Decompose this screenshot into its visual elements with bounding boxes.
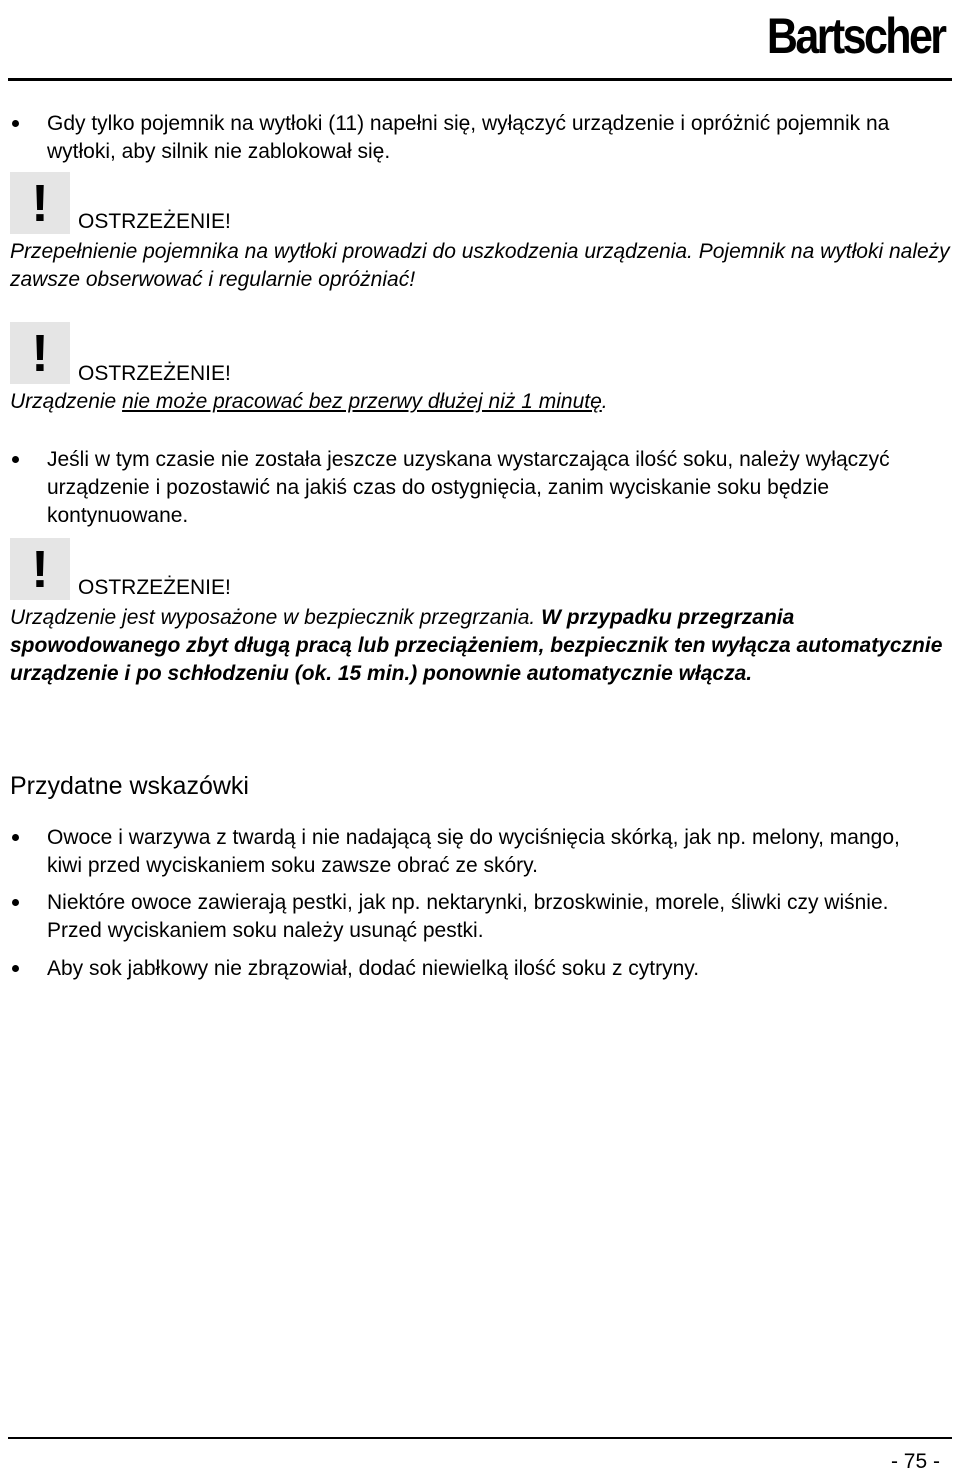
list-item-text: Niektóre owoce zawierają pestki, jak np. nektarynki, brzoskwinie, morele, śliwki czy wiśnie. Przed wyciskaniem soku należy usunąć pestki. xyxy=(47,891,889,942)
list-item xyxy=(10,889,940,945)
bullet-icon xyxy=(12,120,19,127)
bartscher-logo: Bartscher xyxy=(766,8,944,64)
exclamation-icon: ! xyxy=(10,322,70,384)
warning-body: Urządzenie jest wyposażone w bezpiecznik przegrzania. W przypadku przegrzania spowodowanego zbyt długą pracą lub przeciążeniem, bezpiecznik ten wyłącza automatycznie urządzenie i po schłodzeniu (ok. 15 min.) ponownie automatycznie włącza. xyxy=(10,606,943,685)
warning-title: OSTRZEŻENIE! xyxy=(78,362,231,385)
list-item-text: Owoce i warzywa z twardą i nie nadającą się do wyciśnięcia skórką, jak np. melony, mango, kiwi przed wyciskaniem soku zawsze obrać ze skóry. xyxy=(47,826,900,877)
exclamation-icon: ! xyxy=(10,172,70,234)
list-item xyxy=(10,955,940,983)
warning-title: OSTRZEŻENIE! xyxy=(78,210,231,233)
list-item-text: Aby sok jabłkowy nie zbrązowiał, dodać niewielką ilość soku z cytryny. xyxy=(47,957,700,980)
list-item xyxy=(10,446,940,530)
warning-body: Przepełnienie pojemnika na wytłoki prowadzi do uszkodzenia urządzenia. Pojemnik na wytłoki należy zawsze obserwować i regularnie opróżniać! xyxy=(10,240,950,291)
list-item xyxy=(10,110,940,166)
warning-body: Urządzenie nie może pracować bez przerwy dłużej niż 1 minutę. xyxy=(10,390,608,413)
footer-divider xyxy=(8,1437,952,1439)
list-item-text: Jeśli w tym czasie nie została jeszcze uzyskana wystarczająca ilość soku, należy wyłączyć urządzenie i pozostawić na jakiś czas do ostygnięcia, zanim wyciskanie soku będzie kontynuowane. xyxy=(47,448,890,527)
list-item-text: Gdy tylko pojemnik na wytłoki (11) napełni się, wyłączyć urządzenie i opróżnić pojemnik na wytłoki, aby silnik nie zablokował się. xyxy=(47,112,890,163)
bullet-icon xyxy=(12,899,19,906)
bullet-icon xyxy=(12,834,19,841)
section-heading: Przydatne wskazówki xyxy=(10,772,249,800)
bullet-icon xyxy=(12,965,19,972)
warning-title: OSTRZEŻENIE! xyxy=(78,576,231,599)
header-divider xyxy=(8,78,952,81)
list-item xyxy=(10,824,940,880)
page-number: - 75 - xyxy=(890,1450,940,1473)
exclamation-icon: ! xyxy=(10,538,70,600)
bullet-icon xyxy=(12,456,19,463)
